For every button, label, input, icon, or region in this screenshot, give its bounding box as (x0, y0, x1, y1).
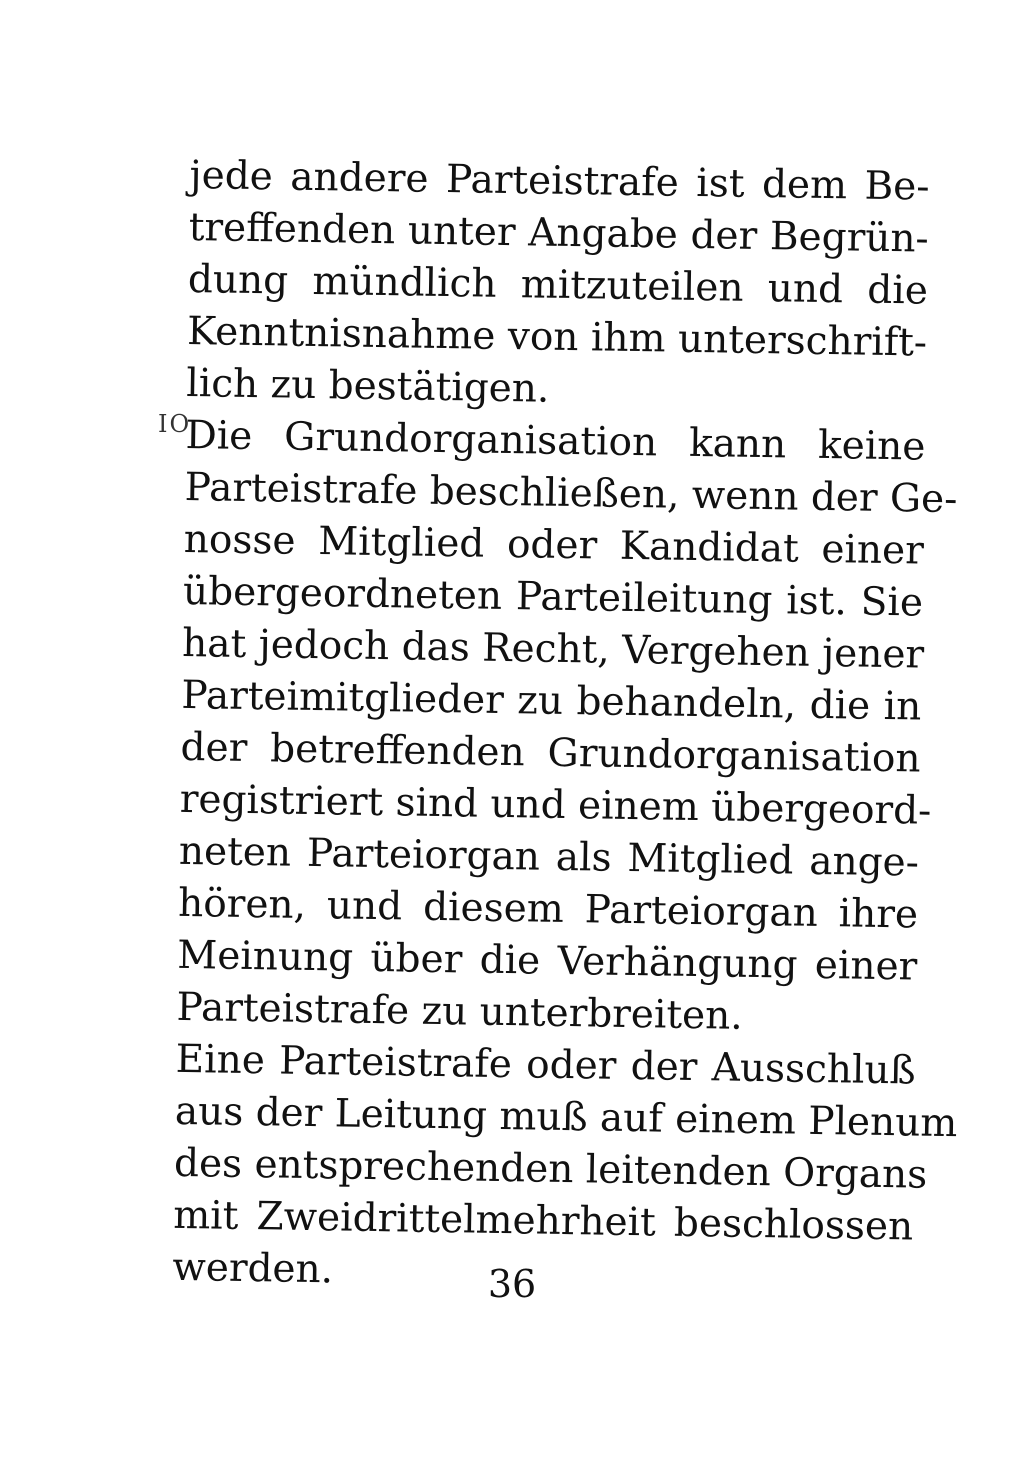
text-line: nosse Mitglied oder Kandidat einer (183, 516, 925, 574)
text-line: Parteistrafe beschließen, wenn der Ge- (184, 464, 958, 523)
text-line: dung mündlich mitzuteilen und die (187, 256, 929, 314)
text-line: neten Parteiorgan als Mitglied ange- (178, 828, 920, 886)
body-text (172, 150, 958, 1305)
text-line: Parteistrafe zu unterbreiten. (176, 984, 744, 1039)
text-line: übergeordneten Parteileitung ist. Sie (182, 568, 924, 626)
text-line: hat jedoch das Recht, Vergehen jener (181, 620, 925, 678)
text-line: Meinung über die Verhängung einer (176, 932, 918, 990)
text-line: treffenden unter Angabe der Begrün- (188, 204, 930, 262)
text-line: Parteimitglieder zu behandeln, die in (181, 672, 922, 730)
text-line: registriert sind und einem übergeord- (179, 776, 932, 834)
text-line: Kenntnisnahme von ihm unterschrift- (186, 308, 928, 366)
text-line: aus der Leitung muß auf einem Plenum (174, 1088, 958, 1147)
text-line: des entsprechenden leitenden Organs (173, 1140, 928, 1198)
page-number: 36 (487, 1262, 537, 1306)
text-line: hören, und diesem Parteiorgan ihre (177, 880, 919, 938)
text-line: mit Zweidrittelmehrheit beschlossen (172, 1192, 914, 1250)
text-line: jede andere Parteistrafe ist dem Be- (189, 152, 930, 210)
text-line: Eine Parteistrafe oder der Ausschluß (175, 1036, 916, 1094)
text-line: der betreffenden Grundorganisation (180, 724, 921, 782)
text-line: lich zu bestätigen. (185, 360, 550, 412)
paragraph-number: IO (158, 410, 192, 438)
text-line: Die Grundorganisation kann keine (185, 412, 926, 470)
text-line: werden. (172, 1244, 334, 1293)
